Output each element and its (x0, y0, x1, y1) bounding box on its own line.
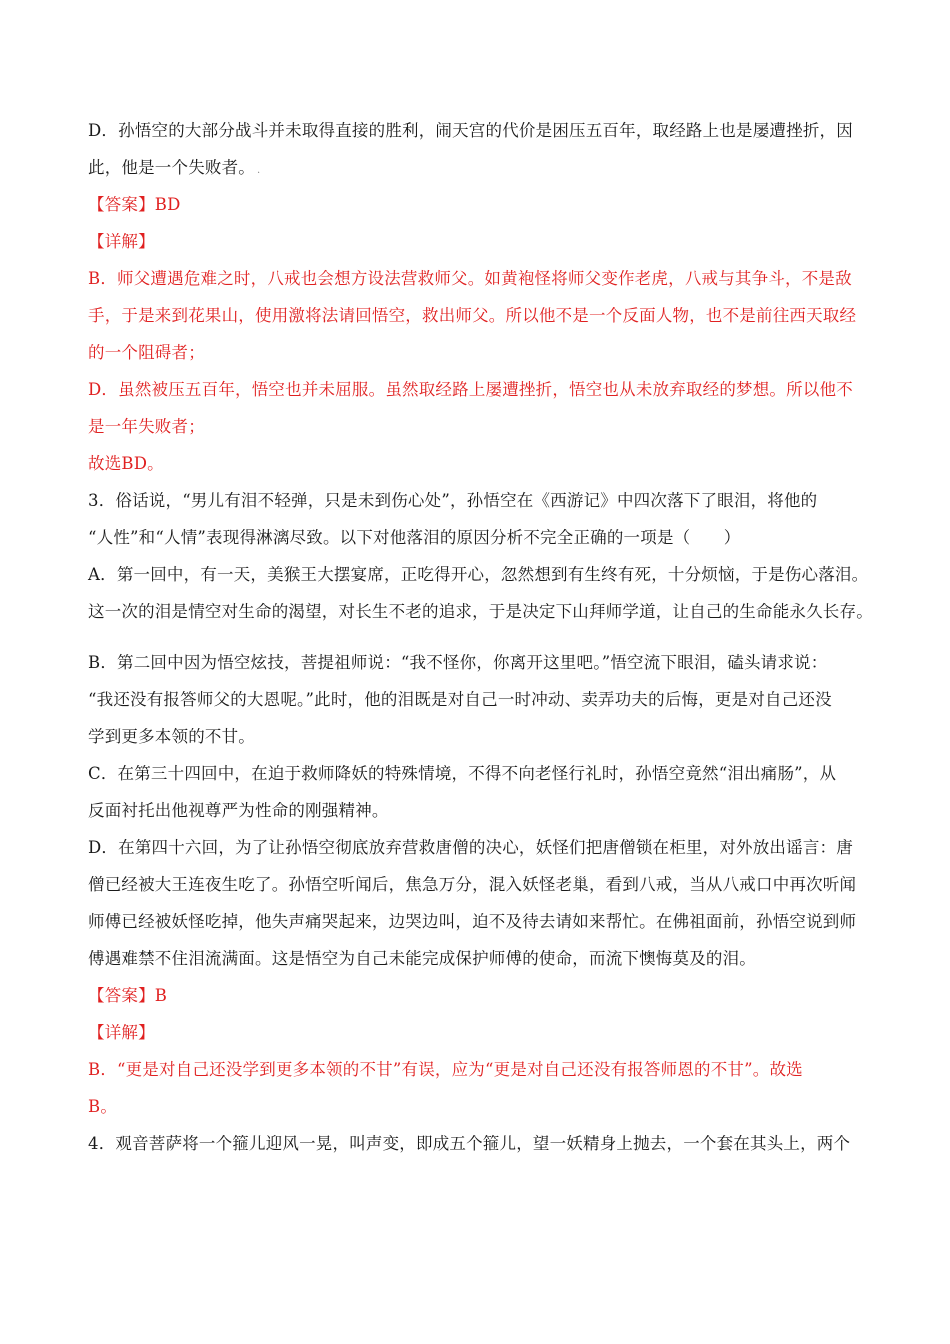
question-3-line-2: “人性”和“人情”表现得淋漓尽致。以下对他落泪的原因分析不完全正确的一项是（ ） (88, 528, 741, 547)
option-d2-line-1: D．在第四十六回，为了让孙悟空彻底放弃营救唐僧的决心，妖怪们把唐僧锁在柜里，对外放出谣言：唐 (88, 838, 853, 857)
option-c-line-2: 反面衬托出他视尊严为性命的刚强精神。 (88, 801, 389, 820)
option-d-line-2: 此，他是一个失败者。 . (88, 158, 261, 177)
option-b-line-1: B．第二回中因为悟空炫技，菩提祖师说：“我不怪你，你离开这里吧。”悟空流下眼泪，磕头请求说： (88, 653, 828, 672)
explanation-b-line-2: 手，于是来到花果山，使用激将法请回悟空，救出师父。所以他不是一个反面人物，也不是前往西天取经 (88, 306, 857, 325)
explanation-b2-line-1: B．“更是对自己还没学到更多本领的不甘”有误，应为“更是对自己还没有报答师恩的不甘”。故选 (88, 1060, 803, 1079)
question-3-line-1: 3．俗话说，“男儿有泪不轻弹，只是未到伤心处”，孙悟空在《西游记》中四次落下了眼泪，将他的 (88, 491, 818, 510)
answer-label-1: 【答案】BD (88, 195, 181, 214)
option-c-line-1: C．在第三十四回中，在迫于救师降妖的特殊情境，不得不向老怪行礼时，孙悟空竟然“泪出痛肠”，从 (88, 764, 837, 783)
conclusion-1: 故选BD。 (88, 454, 164, 473)
option-a-line-2: 这一次的泪是情空对生命的渴望，对长生不老的追求，于是决定下山拜师学道，让自己的生命能永久长存。 (88, 602, 873, 621)
option-d2-line-4: 傅遇难禁不住泪流满面。这是悟空为自己未能完成保护师傅的使命，而流下懊悔莫及的泪。 (88, 949, 756, 968)
explanation-d-line-2: 是一年失败者； (88, 417, 205, 436)
explanation-d-line-1: D．虽然被压五百年，悟空也并未屈服。虽然取经路上屡遭挫折，悟空也从未放弃取经的梦想。所以他不 (88, 380, 853, 399)
explanation-b-line-3: 的一个阻碍者； (88, 343, 205, 362)
question-4-line-1: 4．观音菩萨将一个箍儿迎风一晃，叫声变，即成五个箍儿，望一妖精身上抛去，一个套在其头上，两个 (88, 1134, 851, 1153)
spacer (88, 630, 868, 644)
explanation-b2-line-2: B。 (88, 1097, 118, 1116)
option-d2-line-3: 师傅已经被妖怪吃掉，他失声痛哭起来，边哭边叫，迫不及待去请如来帮忙。在佛祖面前，孙悟空说到师 (88, 912, 857, 931)
option-d2-line-2: 僧已经被大王连夜生吃了。孙悟空听闻后，焦急万分，混入妖怪老巢，看到八戒，当从八戒口中再次听闻 (88, 875, 857, 894)
explanation-b-line-1: B．师父遭遇危难之时，八戒也会想方设法营救师父。如黄袍怪将师父变作老虎，八戒与其争斗，不是敌 (88, 269, 852, 288)
document-page (88, 112, 873, 1162)
option-d-line-1: D．孙悟空的大部分战斗并未取得直接的胜利，闹天宫的代价是困压五百年，取经路上也是屡遭挫折，因 (88, 121, 853, 140)
answer-label-2: 【答案】B (88, 986, 168, 1005)
option-b-line-2: “我还没有报答师父的大恩呢。”此时，他的泪既是对自己一时冲动、卖弄功夫的后悔，更是对自己还没 (88, 690, 832, 709)
text: 此，他是一个失败者。 (88, 158, 255, 177)
option-a-line-1: A．第一回中，有一天，美猴王大摆宴席，正吃得开心，忽然想到有生终有死，十分烦恼，于是伤心落泪。 (88, 565, 869, 584)
explanation-label-2: 【详解】 (88, 1023, 155, 1042)
option-b-line-3: 学到更多本领的不甘。 (88, 727, 255, 746)
explanation-label-1: 【详解】 (88, 232, 155, 251)
